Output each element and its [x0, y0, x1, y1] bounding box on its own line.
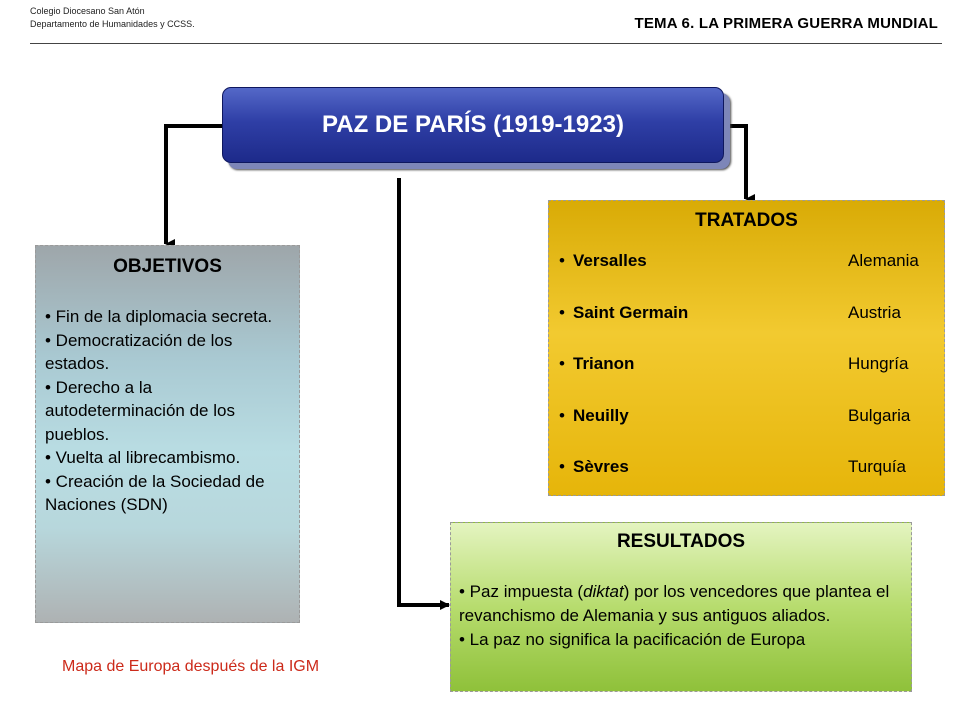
treaty-country: Alemania	[848, 251, 919, 270]
department-name: Departamento de Humanidades y CCSS.	[30, 19, 195, 29]
tratados-box	[548, 200, 945, 496]
list-item: • Derecho a la autodeterminación de los pueblos.	[45, 377, 235, 444]
treaty-row	[559, 303, 944, 355]
resultados-box	[450, 522, 912, 692]
list-item: • Creación de la Sociedad de Naciones (SDN)	[45, 471, 265, 514]
result-text-part: ) por los vencedores que plantea el revanchismo de Alemania y sus antiguos aliados.	[459, 582, 890, 625]
objetivos-box	[35, 245, 300, 623]
objetivos-list	[45, 305, 299, 517]
objetivos-title: OBJETIVOS	[113, 256, 222, 277]
treaty-name: Versalles	[573, 251, 647, 270]
arrow-to-tratados	[722, 126, 746, 199]
topic-title: TEMA 6. LA PRIMERA GUERRA MUNDIAL	[634, 15, 938, 32]
result-text-part: • Paz impuesta (	[459, 582, 584, 601]
tratados-list	[559, 251, 944, 509]
main-title-box	[222, 87, 724, 163]
list-item	[459, 580, 911, 628]
treaty-name: Neuilly	[573, 405, 629, 425]
school-name: Colegio Diocesano San Atón	[30, 6, 145, 16]
treaty-row	[559, 251, 944, 303]
tratados-title: TRATADOS	[695, 210, 798, 231]
list-item: • Democratización de los estados.	[45, 330, 233, 373]
treaty-name: Sèvres	[573, 457, 629, 476]
treaty-name: Trianon	[573, 354, 635, 373]
resultados-list	[459, 580, 911, 652]
treaty-row	[559, 457, 944, 509]
treaty-name: Saint Germain	[573, 302, 689, 322]
result-text-italic: diktat	[583, 582, 624, 601]
map-link[interactable]: Mapa de Europa después de la IGM	[62, 658, 320, 675]
list-item: • La paz no significa la pacificación de Europa	[459, 630, 806, 649]
bullet: •	[559, 251, 565, 270]
bullet: •	[559, 302, 565, 322]
treaty-country: Bulgaria	[848, 405, 911, 425]
arrow-to-resultados	[399, 178, 449, 605]
list-item: • Vuelta al librecambismo.	[45, 448, 241, 467]
resultados-title: RESULTADOS	[616, 531, 746, 552]
treaty-country: Hungría	[848, 354, 909, 373]
treaty-row	[559, 354, 944, 406]
main-title: PAZ DE PARÍS (1919-1923)	[322, 111, 624, 138]
treaty-country: Turquía	[848, 457, 906, 476]
bullet: •	[559, 354, 565, 373]
treaty-row	[559, 406, 944, 458]
bullet: •	[559, 457, 565, 476]
arrow-to-objetivos	[166, 126, 224, 244]
bullet: •	[559, 405, 565, 425]
treaty-country: Austria	[848, 302, 901, 322]
list-item: • Fin de la diplomacia secreta.	[45, 307, 273, 326]
